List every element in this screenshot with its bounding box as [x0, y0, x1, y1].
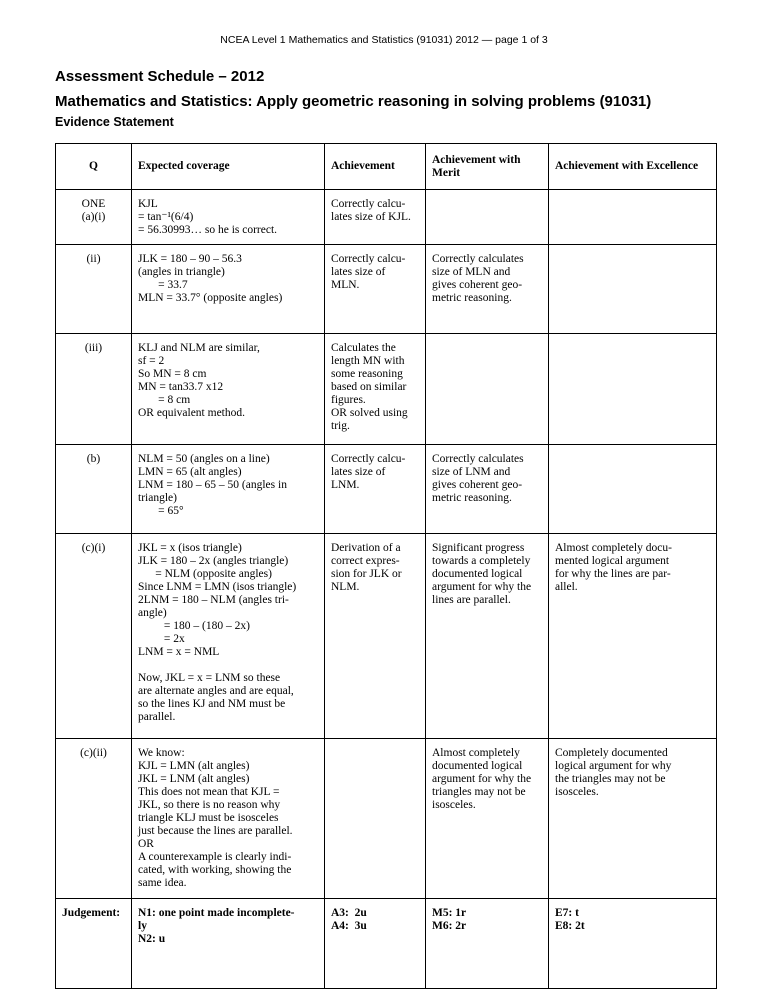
coverage-cell [132, 245, 325, 334]
cell-line: metric reasoning. [432, 492, 512, 504]
achievement-cell [325, 334, 426, 445]
page-title: Assessment Schedule – 2012 [55, 68, 265, 85]
cell-line: = 65° [138, 505, 184, 517]
cell-line: sion for JLK or [331, 568, 402, 580]
cell-line: Correctly calculates [432, 253, 524, 265]
cell-line: M5: 1r [432, 907, 467, 919]
cell-line: N2: u [138, 933, 166, 945]
cell-line: So MN = 8 cm [138, 368, 207, 380]
cell-line: JKL = LNM (alt angles) [138, 773, 250, 785]
cell-line: KLJ and NLM are similar, [138, 342, 260, 354]
coverage-cell [132, 190, 325, 245]
cell-line: LNM = 180 – 65 – 50 (angles in [138, 479, 287, 491]
cell-line: (b) [86, 453, 101, 465]
cell-line: E7: t [555, 907, 579, 919]
cell-line: (ii) [86, 253, 101, 265]
cell-line: = tan⁻¹(6/4) [138, 211, 194, 223]
cell-line: metric reasoning. [432, 292, 512, 304]
cell-line: triangle) [138, 492, 177, 504]
cell-line: = 33.7 [138, 279, 188, 291]
cell-line: size of MLN and [432, 266, 511, 278]
cell-line: E8: 2t [555, 920, 585, 932]
table-row [56, 245, 717, 334]
cell-line: JKL = x (isos triangle) [138, 542, 242, 554]
cell-line: Almost completely docu- [555, 542, 672, 554]
cell-line: triangle KLJ must be isosceles [138, 812, 279, 824]
judgement-merit [426, 899, 549, 989]
cell-line: angle) [138, 607, 167, 619]
cell-line: lines are parallel. [432, 594, 511, 606]
achievement-cell [325, 445, 426, 534]
cell-line: M6: 2r [432, 920, 467, 932]
cell-line: OR solved using [331, 407, 408, 419]
cell-line: gives coherent geo- [432, 479, 523, 491]
cell-line: are alternate angles and are equal, [138, 685, 294, 697]
cell-line: documented logical [432, 568, 523, 580]
cell-line [138, 659, 318, 672]
cell-line: We know: [138, 747, 185, 759]
cell-line: Correctly calcu- [331, 253, 406, 265]
cell-line: ONE [81, 198, 106, 210]
cell-line: MLN. [331, 279, 360, 291]
cell-line: Now, JKL = x = LNM so these [138, 672, 281, 684]
cell-line: (c)(ii) [80, 747, 107, 759]
cell-line: KJL [138, 198, 158, 210]
cell-line: size of LNM and [432, 466, 511, 478]
cell-line: logical argument for why [555, 760, 672, 772]
cell-line: Completely documented [555, 747, 668, 759]
page-header: NCEA Level 1 Mathematics and Statistics (91031) 2012 — page 1 of 3 [220, 34, 548, 46]
table-row [56, 534, 717, 739]
cell-line: same idea. [138, 877, 187, 889]
cell-line: some reasoning [331, 368, 403, 380]
table-row [56, 334, 717, 445]
cell-line: trig. [331, 420, 350, 432]
judgement-label: Judgement: [56, 899, 132, 989]
cell-line: Derivation of a [331, 542, 401, 554]
coverage-cell [132, 445, 325, 534]
excellence-cell [549, 739, 717, 899]
cell-line: Correctly calculates [432, 453, 524, 465]
cell-line: lates size of KJL. [331, 211, 411, 223]
cell-line: argument for why the [432, 773, 532, 785]
coverage-cell [132, 534, 325, 739]
achievement-cell [325, 245, 426, 334]
cell-line: = 180 – (180 – 2x) [138, 620, 250, 632]
judgement-coverage [132, 899, 325, 989]
cell-line: = 56.30993… so he is correct. [138, 224, 278, 236]
cell-line: MN = tan33.7 x12 [138, 381, 224, 393]
question-cell [56, 534, 132, 739]
merit-cell [426, 739, 549, 899]
cell-line: sf = 2 [138, 355, 165, 367]
cell-line: gives coherent geo- [432, 279, 523, 291]
cell-line: LNM = x = NML [138, 646, 220, 658]
cell-line: A counterexample is clearly indi- [138, 851, 292, 863]
cell-line: N1: one point made incomplete- [138, 907, 295, 919]
cell-line: triangles may not be [432, 786, 526, 798]
cell-line: Calculates the [331, 342, 396, 354]
question-cell [56, 190, 132, 245]
cell-line: isosceles. [555, 786, 599, 798]
merit-cell [426, 445, 549, 534]
cell-line: = NLM (opposite angles) [138, 568, 272, 580]
judgement-achievement [325, 899, 426, 989]
cell-line: LNM. [331, 479, 360, 491]
cell-line: (angles in triangle) [138, 266, 225, 278]
cell-line: parallel. [138, 711, 176, 723]
cell-line: towards a completely [432, 555, 531, 567]
cell-line: for why the lines are par- [555, 568, 671, 580]
cell-line: A3: 2u [331, 907, 367, 919]
column-header-coverage: Expected coverage [132, 144, 325, 190]
achievement-cell [325, 739, 426, 899]
cell-line: documented logical [432, 760, 523, 772]
cell-line: Since LNM = LMN (isos triangle) [138, 581, 297, 593]
merit-cell [426, 190, 549, 245]
column-header-achievement: Achievement [325, 144, 426, 190]
merit-cell [426, 334, 549, 445]
cell-line: correct expres- [331, 555, 400, 567]
page-subtitle: Mathematics and Statistics: Apply geometric reasoning in solving problems (91031) [55, 93, 652, 110]
cell-line: LMN = 65 (alt angles) [138, 466, 242, 478]
column-header-excellence: Achievement with Excellence [549, 144, 717, 190]
cell-line: NLM = 50 (angles on a line) [138, 453, 270, 465]
achievement-cell [325, 190, 426, 245]
column-header-q: Q [56, 144, 132, 190]
merit-cell [426, 245, 549, 334]
cell-line: OR [138, 838, 154, 850]
merit-cell [426, 534, 549, 739]
cell-line: based on similar [331, 381, 407, 393]
table-row [56, 190, 717, 245]
question-cell [56, 245, 132, 334]
cell-line: ly [138, 920, 147, 932]
cell-line: isosceles. [432, 799, 476, 811]
excellence-cell [549, 190, 717, 245]
table-row [56, 445, 717, 534]
cell-line: just because the lines are parallel. [138, 825, 293, 837]
question-cell [56, 445, 132, 534]
cell-line: (a)(i) [81, 211, 106, 223]
question-cell [56, 334, 132, 445]
cell-line: 2LNM = 180 – NLM (angles tri- [138, 594, 289, 606]
cell-line: KJL = LMN (alt angles) [138, 760, 250, 772]
cell-line: cated, with working, showing the [138, 864, 292, 876]
cell-line: JLK = 180 – 90 – 56.3 [138, 253, 242, 265]
cell-line: OR equivalent method. [138, 407, 245, 419]
table-row [56, 739, 717, 899]
cell-line: = 2x [138, 633, 185, 645]
cell-line: Almost completely [432, 747, 520, 759]
coverage-cell [132, 739, 325, 899]
table-header-row [56, 144, 717, 190]
cell-line: = 8 cm [138, 394, 191, 406]
evidence-table [55, 143, 717, 989]
cell-line: JLK = 180 – 2x (angles triangle) [138, 555, 289, 567]
cell-line: NLM. [331, 581, 360, 593]
excellence-cell [549, 445, 717, 534]
judgement-excellence [549, 899, 717, 989]
question-cell [56, 739, 132, 899]
cell-line: mented logical argument [555, 555, 670, 567]
cell-line: (c)(i) [81, 542, 106, 554]
cell-line: the triangles may not be [555, 773, 666, 785]
cell-line: allel. [555, 581, 578, 593]
section-heading: Evidence Statement [55, 115, 174, 129]
cell-line: This does not mean that KJL = [138, 786, 280, 798]
excellence-cell [549, 245, 717, 334]
cell-line: Significant progress [432, 542, 525, 554]
cell-line: lates size of [331, 266, 386, 278]
achievement-cell [325, 534, 426, 739]
cell-line: argument for why the [432, 581, 532, 593]
column-header-merit: Achievement with Merit [426, 144, 549, 190]
coverage-cell [132, 334, 325, 445]
cell-line: (iii) [84, 342, 103, 354]
cell-line: so the lines KJ and NM must be [138, 698, 286, 710]
excellence-cell [549, 534, 717, 739]
cell-line: lates size of [331, 466, 386, 478]
cell-line: A4: 3u [331, 920, 367, 932]
cell-line: Correctly calcu- [331, 198, 406, 210]
cell-line: Correctly calcu- [331, 453, 406, 465]
judgement-row [56, 899, 717, 989]
cell-line: length MN with [331, 355, 405, 367]
cell-line: figures. [331, 394, 366, 406]
cell-line: MLN = 33.7° (opposite angles) [138, 292, 283, 304]
excellence-cell [549, 334, 717, 445]
cell-line: JKL, so there is no reason why [138, 799, 281, 811]
